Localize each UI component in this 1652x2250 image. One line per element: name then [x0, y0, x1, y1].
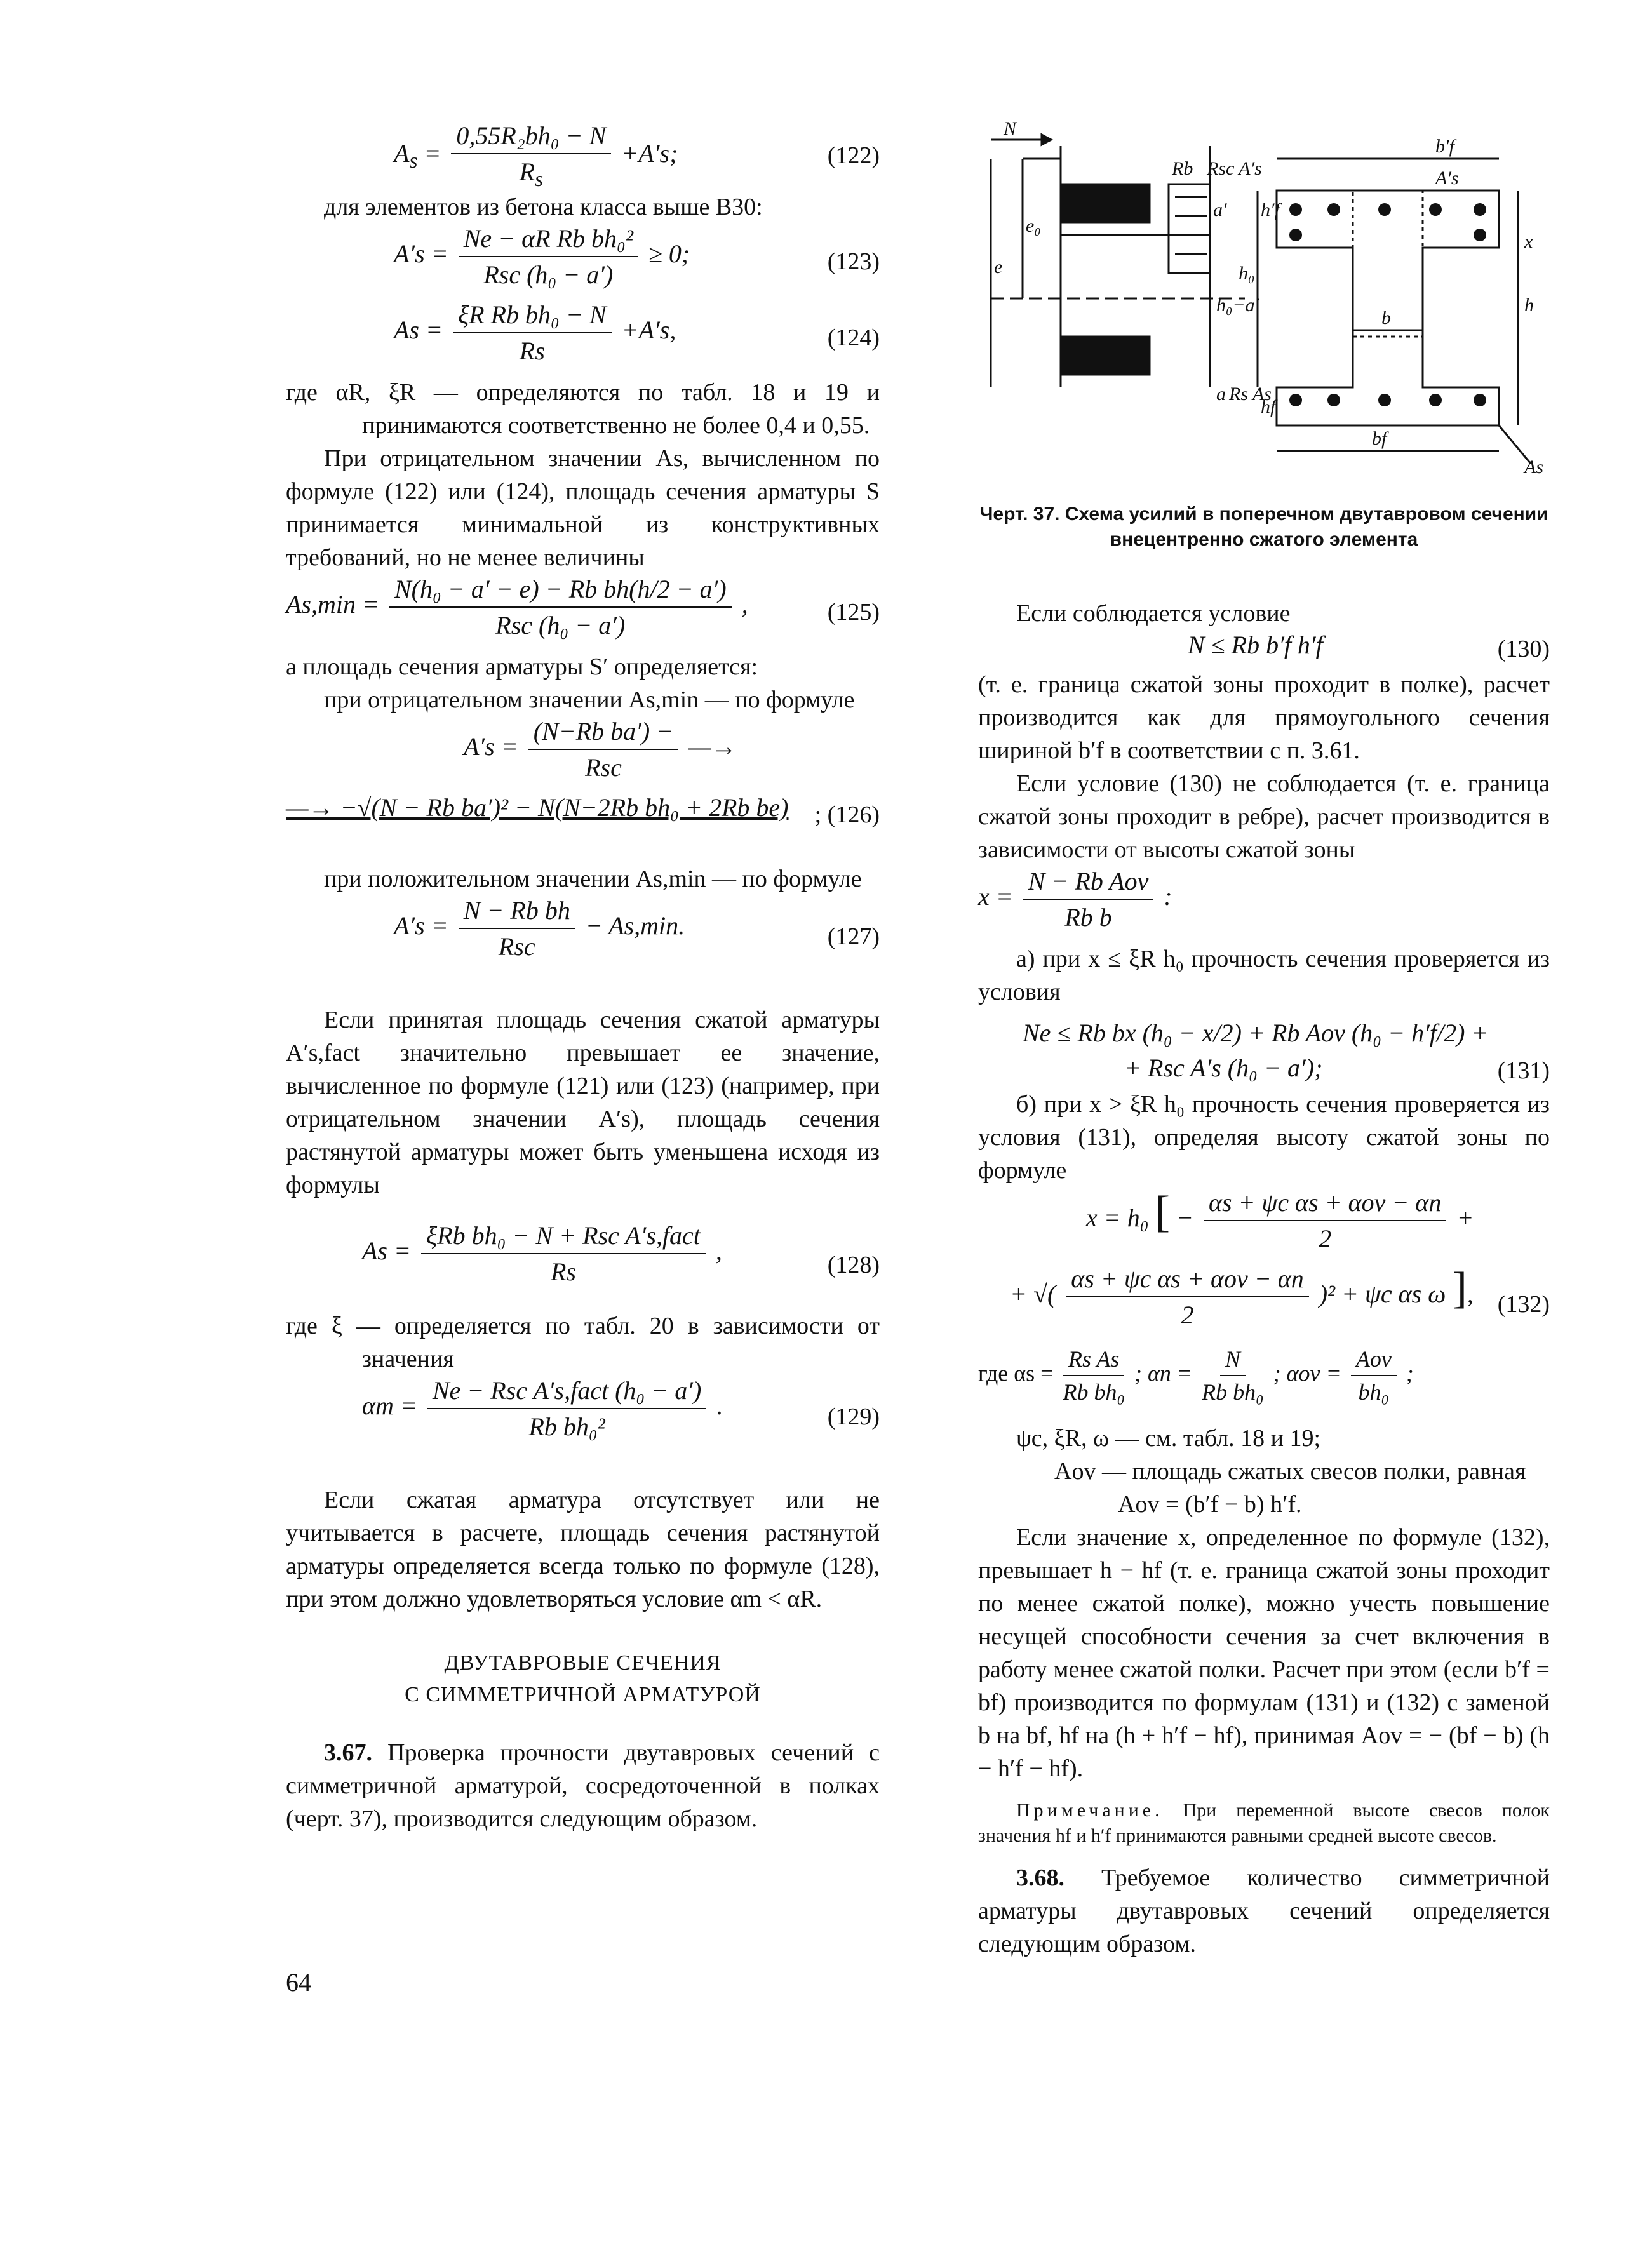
eq130-number: (130) — [1497, 636, 1550, 662]
eq132b-tail: + ψc αs ω — [1341, 1280, 1446, 1308]
fig-label-b: b — [1381, 307, 1391, 328]
alpha-end: ; — [1406, 1360, 1414, 1386]
eq126-number: ; (126) — [814, 801, 880, 828]
equation-130 — [978, 630, 1550, 668]
eq124-numerator: ξR Rb bh₀ − N — [453, 300, 612, 333]
left-column — [286, 121, 880, 1835]
fig-label-a: a — [1216, 384, 1226, 405]
eq123-number: (123) — [827, 248, 880, 275]
equation-127 — [394, 895, 880, 978]
eq132b-numerator: αs + ψc αs + αov − αn — [1066, 1264, 1308, 1297]
equation-124 — [394, 300, 880, 376]
eq132b-denominator: 2 — [1181, 1300, 1194, 1329]
fig-rebar-dot — [1429, 203, 1442, 216]
eq122-numerator: 0,55R₂bh₀ − N — [451, 121, 611, 154]
fig-label-bf: bf — [1372, 428, 1387, 449]
paragraph-where-xi: где ξ — определяется по табл. 20 в зависимости от значения — [286, 1313, 880, 1372]
equation-129 — [362, 1376, 880, 1458]
equation-122: $A_s$ = $\frac{\text{0,55R₂bh₀ − N}}{R_s}$ +A′s; (122) — [394, 121, 880, 191]
fig-rebar-dot — [1289, 229, 1302, 241]
paragraph-negative-as: При отрицательном значении As, вычисленном по формуле (122) или (124), площадь сечения арматуры S принимается минимальной из конструктивных требований, но не менее величины — [286, 445, 880, 571]
eq131-line1: Ne ≤ Rb bx (h₀ − x/2) + Rb Aov (h₀ − h′f/2) + — [1023, 1019, 1489, 1047]
eq124-number: (124) — [827, 325, 880, 351]
figure-caption-line2: внецентренно сжатого элемента — [1110, 529, 1418, 550]
paragraph-no-compressed-reinforcement: Если сжатая арматура отсутствует или не учитывается в расчете, площадь сечения растянутой арматуры определяется всегда только по формуле (128), при этом должно удовлетворяться условие αm < αR. — [286, 1487, 880, 1612]
eq126-lhs: A′s = — [464, 732, 518, 761]
equation-125 — [286, 574, 880, 650]
paragraph-3-67 — [286, 1736, 880, 1835]
eq124-denominator: Rs — [519, 337, 545, 365]
clause-text-3-67: Проверка прочности двутавровых сечений с симметричной арматурой, сосредоточенной в полках (черт. 37), производится следующим образом. — [286, 1739, 880, 1832]
paragraph-rib-zone: Если условие (130) не соблюдается (т. е. граница сжатой зоны проходит в ребре), расчет производится в зависимости от высоты сжатой зоны — [978, 770, 1550, 863]
right-column — [978, 121, 1550, 1960]
eq126-denominator: Rsc — [585, 753, 622, 782]
fig-label-e0: e₀ — [1026, 215, 1041, 236]
fig-top-reinforcement — [1061, 184, 1150, 222]
fig-rebar-dot — [1289, 394, 1302, 406]
eqx-denominator: Rb b — [1064, 903, 1112, 932]
equation-132-line1: x = h₀ [ − αs + ψc αs + αov − αn 2 + — [1086, 1188, 1474, 1253]
eq131-number: (131) — [1497, 1057, 1550, 1084]
eq126-radical: —→ −√(N − Rb ba′)² − N(N−2Rb bh₀ + 2Rb be) — [286, 793, 789, 822]
eq128-lhs: As = — [362, 1236, 411, 1266]
eq129-denominator: Rb bh₀² — [528, 1412, 605, 1441]
eq132-numerator: αs + ψc αs + αov − αn — [1204, 1188, 1446, 1221]
fig-label-a-prime: a′ — [1213, 199, 1227, 220]
eq122-tail: +A′s; — [621, 139, 678, 168]
clause-number-3-68: 3.68. — [1016, 1865, 1064, 1891]
alpha-s-numerator: Rs As — [1063, 1346, 1124, 1376]
note-paragraph — [978, 1798, 1550, 1849]
fig-label-rsc-as: Rsc A′s — [1207, 158, 1262, 179]
eq131-line2: + Rsc A′s (h₀ − a′); — [1124, 1054, 1323, 1082]
eq132-number: (132) — [1497, 1291, 1550, 1318]
equation-126-line2 — [286, 793, 880, 837]
equation-128 — [362, 1221, 880, 1309]
equation-123 — [394, 224, 880, 300]
eq128-tail: , — [715, 1236, 722, 1266]
alpha-ov-numerator: Aov — [1351, 1346, 1397, 1376]
eq123-tail: ≥ 0; — [648, 239, 690, 269]
line-psi-xi-omega: ψc, ξR, ω — см. табл. 18 и 19; — [1016, 1425, 1321, 1452]
eq125-numerator: N(h₀ − a′ − e) − Rb bh(h/2 − a′) — [389, 574, 732, 608]
clause-text-3-68: Требуемое количество симметричной арматуры двутавровых сечений определяется следующим образом. — [978, 1865, 1550, 1957]
paragraph-area-s: а площадь сечения арматуры S′ определяется: — [286, 653, 758, 680]
eq129-tail: . — [716, 1391, 723, 1421]
line-aov-definition: Aov — площадь сжатых свесов полки, равная — [1054, 1458, 1526, 1485]
paragraph-3-68 — [978, 1861, 1550, 1960]
eq124-tail: +A′s, — [621, 316, 676, 345]
fig-bottom-reinforcement — [1061, 337, 1150, 375]
eq123-denominator: Rsc (h₀ − a′) — [483, 260, 614, 289]
fig-rebar-dot — [1474, 229, 1486, 241]
eq122-number: (122) — [827, 142, 880, 169]
eq128-denominator: Rs — [550, 1257, 576, 1286]
alpha-n-lhs: ; αn = — [1134, 1360, 1193, 1386]
fig-label-n: N — [1004, 121, 1017, 139]
eq126-arrow: —→ — [688, 732, 737, 761]
eqx-numerator: N − Rb Aov — [1023, 866, 1154, 900]
eq127-numerator: N − Rb bh — [459, 895, 575, 929]
clause-number-3-67: 3.67. — [324, 1739, 372, 1766]
section-heading-line1: ДВУТАВРОВЫЕ СЕЧЕНИЯ — [444, 1651, 722, 1675]
fig-label-rs-as: Rs As — [1229, 384, 1272, 405]
fig-label-x: x — [1524, 231, 1533, 252]
page-number: 64 — [286, 1968, 311, 1997]
eq127-denominator: Rsc — [498, 932, 535, 961]
alpha-s-denominator: Rb bh₀ — [1063, 1379, 1125, 1405]
eq132-lhs: x = h₀ — [1086, 1203, 1149, 1232]
eq128-numerator: ξRb bh₀ − N + Rsc A′s,fact — [421, 1221, 706, 1254]
eqx-lhs: x = — [978, 882, 1013, 911]
note-label: Примечание. — [1016, 1800, 1164, 1821]
fig-rebar-dot — [1289, 203, 1302, 216]
alpha-s-lhs: где αs = — [978, 1360, 1054, 1386]
paragraph-b30: для элементов из бетона класса выше В30: — [324, 194, 763, 220]
paragraph-positive-asmin: при положительном значении As,min — по формуле — [324, 866, 862, 892]
eq129-lhs: αm = — [362, 1391, 417, 1421]
eq125-lhs: As,min = — [286, 590, 379, 619]
alpha-n-denominator: Rb bh₀ — [1202, 1379, 1264, 1405]
note-text: При переменной высоте свесов полок значения hf и h′f принимаются равными средней высоте свесов. — [978, 1800, 1550, 1846]
paragraph-as-fact: Если принятая площадь сечения сжатой арматуры A′s,fact значительно превышает ее значение, вычисленное по формуле (121) или (123) (например, при отрицательном значении A′s), площадь сечения растянутой арматуры может быть уменьшена исходя из формулы — [286, 1007, 880, 1198]
eq125-denominator: Rsc (h₀ − a′) — [495, 611, 626, 640]
equation-alpha-definitions — [978, 1346, 1550, 1422]
eq129-numerator: Ne − Rsc A′s,fact (h₀ − a′) — [427, 1376, 706, 1409]
equation-131-line2 — [978, 1053, 1550, 1088]
eq127-lhs: A′s = — [394, 911, 448, 941]
paragraph-case-a: а) при x ≤ ξR h₀ прочность сечения проверяется из условия — [978, 946, 1550, 1005]
eq127-number: (127) — [827, 923, 880, 950]
paragraph-where-alpha-xi: где αR, ξR — определяются по табл. 18 и 19 и принимаются соответственно не более 0,4 и 0,55. — [286, 379, 880, 439]
eqx-tail: : — [1164, 882, 1172, 911]
fig-rebar-dot — [1474, 203, 1486, 216]
fig-label-h0: h₀ — [1239, 263, 1255, 284]
eq125-number: (125) — [827, 599, 880, 626]
fig-label-h0-minus-a: h₀−a′ — [1216, 295, 1259, 316]
fig-label-hf: hf — [1261, 396, 1276, 417]
fig-label-as: As — [1524, 457, 1543, 476]
alpha-ov-denominator: bh₀ — [1358, 1379, 1390, 1405]
eq125-tail: , — [741, 590, 748, 619]
eq126-numerator: (N−Rb ba′) − — [528, 716, 679, 750]
paragraph-condition: Если соблюдается условие — [1016, 600, 1291, 627]
alpha-ov-lhs: ; αov = — [1273, 1360, 1341, 1386]
fig-label-as-prime: A′s — [1435, 168, 1459, 189]
equation-132-line2: + √( αs + ψc αs + αov − αn 2 )² + ψc αs ω ], (132) — [1010, 1264, 1550, 1329]
eq128-number: (128) — [827, 1252, 880, 1278]
fig-rebar-dot — [1474, 394, 1486, 406]
fig-rebar-dot — [1429, 394, 1442, 406]
eq123-numerator: Ne − αR Rb bh₀² — [459, 224, 638, 257]
fig-rebar-dot — [1327, 394, 1340, 406]
fig-rebar-dot — [1327, 203, 1340, 216]
figure-caption-line1: Черт. 37. Схема усилий в поперечном двутавровом сечении — [979, 504, 1548, 525]
paragraph-exceeds: Если значение x, определенное по формуле (132), превышает h − hf (т. е. граница сжатой зоны проходит по менее сжатой полке), можно учесть повышение несущей способности сечения за счет включения в работу менее сжатой полки. Расчет при этом (если b′f = bf) производится по формулам (131) и (132) с заменой b на bf, hf на (h + h′f − hf), принимая Aov = − (bf − b) (h − h′f − hf). — [978, 1524, 1550, 1782]
section-heading-line2: С СИММЕТРИЧНОЙ АРМАТУРОЙ — [405, 1683, 761, 1706]
line-aov-formula: Aov = (b′f − b) h′f. — [1118, 1491, 1302, 1518]
fig-label-hf-prime: h′f — [1261, 199, 1280, 220]
equation-x — [978, 866, 1550, 942]
eq127-tail: − As,min. — [585, 911, 685, 941]
fig-rebar-dot — [1378, 394, 1391, 406]
eq129-number: (129) — [827, 1403, 880, 1430]
fig-label-bf-prime: b′f — [1435, 136, 1454, 157]
eq123-lhs: A′s = — [394, 239, 448, 269]
equation-126-line1 — [464, 716, 880, 793]
fig-rebar-dot — [1378, 203, 1391, 216]
paragraph-flange-zone: (т. е. граница сжатой зоны проходит в полке), расчет производится как для прямоугольного сечения шириной b′f в соответствии с п. 3.61. — [978, 671, 1550, 764]
equation-131-line1 — [1023, 1018, 1550, 1053]
fig-label-e: e — [994, 257, 1003, 278]
eq130-body: N ≤ Rb b′f h′f — [1188, 631, 1323, 659]
paragraph-case-b: б) при x > ξR h₀ прочность сечения проверяется из условия (131), определяя высоту сжатой зоны по формуле — [978, 1091, 1550, 1184]
fig-rebar-dots — [1289, 203, 1486, 406]
paragraph-negative-asmin: при отрицательном значении As,min — по формуле — [324, 686, 855, 713]
fig-label-h: h — [1524, 295, 1534, 316]
alpha-n-numerator: N — [1220, 1346, 1246, 1376]
fig-label-rb: Rb — [1172, 158, 1193, 179]
eq132-denominator: 2 — [1319, 1224, 1332, 1253]
figure-37-i-beam-diagram — [978, 121, 1550, 476]
eq124-lhs: As = — [394, 316, 443, 345]
